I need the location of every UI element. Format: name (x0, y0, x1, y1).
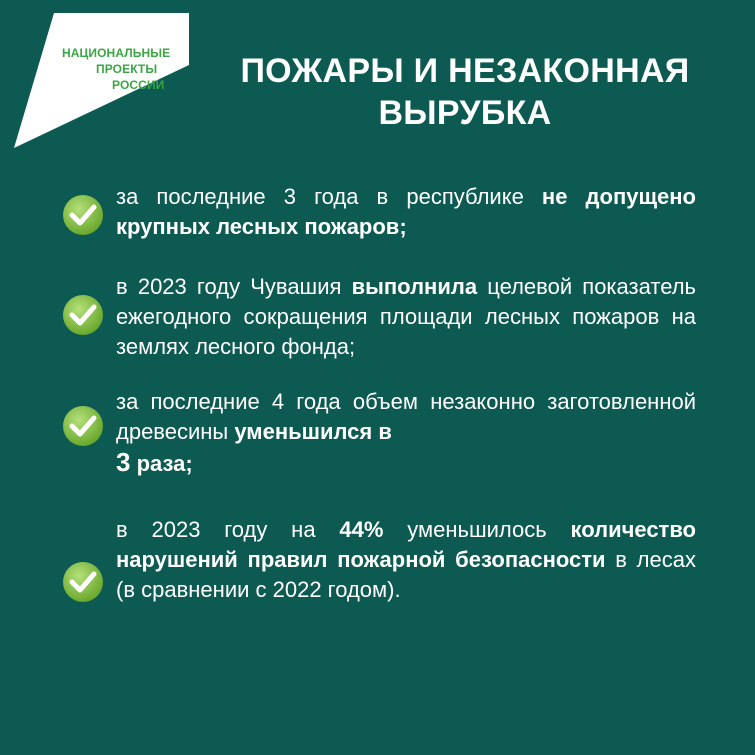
item-text-bold: раза; (130, 451, 193, 476)
item-text-bold: количество нарушений правил пожарной безопасности (116, 517, 696, 572)
check-circle-icon (62, 294, 104, 336)
logo-line-2: ПРОЕКТЫ (96, 62, 158, 76)
item-text-bold: уменьшился в (234, 419, 392, 444)
item-text-bold: не допущено крупных лесных пожаров; (116, 184, 696, 239)
item-text-part: за последние 3 года в республике (116, 184, 542, 209)
check-circle-icon (62, 405, 104, 447)
item-text-bold: выполнила (351, 274, 478, 299)
item-text (116, 387, 696, 479)
item-text-part: за последние 4 года объем незаконно заготовленной древесины (116, 389, 696, 444)
item-text-part: в 2023 году на (116, 517, 340, 542)
logo-line-1: НАЦИОНАЛЬНЫЕ (62, 46, 171, 60)
item-text-bold-large: 3 (116, 447, 131, 477)
page-title-line-2: ВЫРУБКА (378, 94, 552, 132)
item-text-bold: 44% (339, 517, 384, 542)
logo-tag: ЭКОЛОГИЯ (96, 21, 159, 33)
national-projects-logo (14, 13, 189, 148)
item-text (116, 272, 696, 362)
page-title (200, 50, 730, 134)
item-text-part: в 2023 году Чувашия (116, 274, 352, 299)
item-text-part: целевой показатель ежегодного сокращения площади лесных пожаров на землях лесного фонда; (116, 274, 696, 359)
check-circle-icon (62, 194, 104, 236)
check-circle-icon (62, 561, 104, 603)
item-text-part: уменьшилось (383, 517, 571, 542)
logo-line-3: РОССИИ (112, 78, 165, 92)
item-text-part: в лесах (в сравнении с 2022 годом). (116, 547, 696, 602)
item-text (116, 182, 696, 242)
item-text (116, 515, 696, 605)
page-title-line-1: ПОЖАРЫ И НЕЗАКОННАЯ (240, 52, 690, 90)
